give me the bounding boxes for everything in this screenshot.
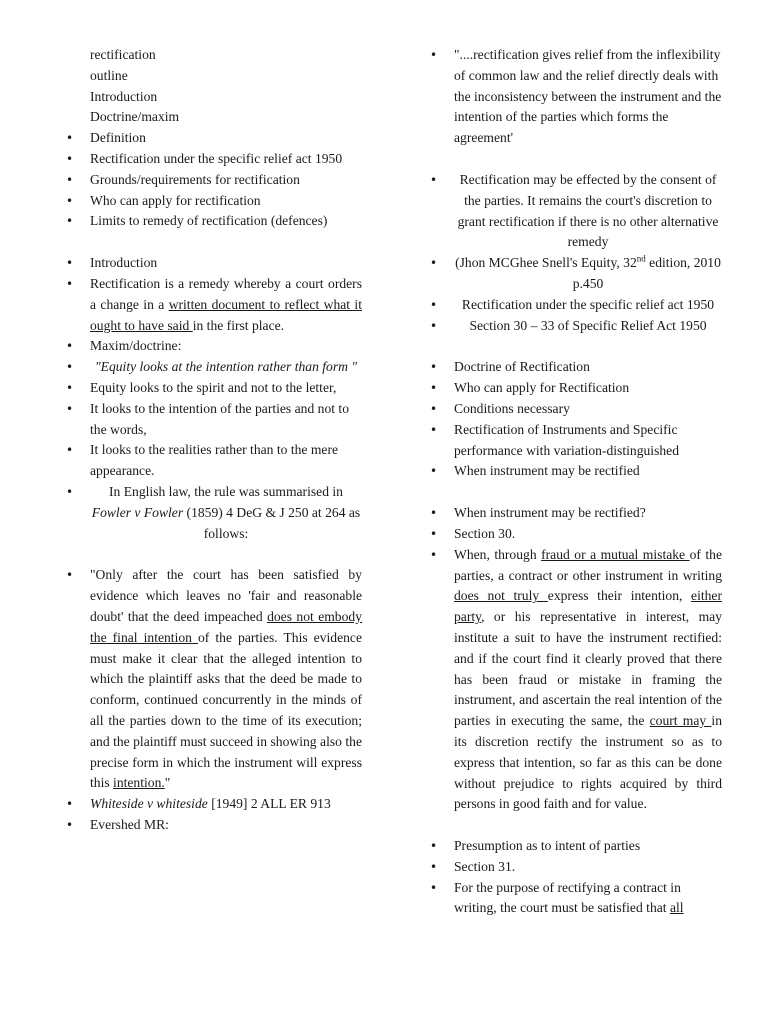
outline-line: Doctrine/maxim (90, 109, 180, 125)
underlined-text: either party (454, 588, 722, 625)
text-run: of the parties, a contract or other instrument in writing (454, 546, 722, 583)
text-run: (1859) 4 DeG & J 250 at 264 as follows: (183, 504, 361, 541)
list-item: • Who can apply for Rectification (428, 378, 722, 399)
text-run: of the parties. This evidence must make it clear that the alleged intention to which the plaintiff asks that the deed be made to conform, continued concurrently in the minds of all the parties down to the time of its execution; and the plaintiff must succeed in showing also the precise form in which the instrument will express this (90, 629, 362, 791)
outline-list (64, 45, 362, 232)
english-law-item (64, 482, 362, 544)
list-item: • Section 31. (428, 857, 722, 878)
text-run: express their intention, (547, 588, 692, 604)
maxim-quote: • "Equity looks at the intention rather than form " (64, 357, 362, 378)
sections-item: • Section 30 – 33 of Specific Relief Act 1950 (428, 316, 722, 337)
list-item: • Rectification under the specific relief act 1950 (64, 149, 362, 170)
list-item: • Definition (64, 128, 362, 149)
case-name: Whiteside v whiteside (90, 796, 208, 812)
text-run: Rectification is a remedy whereby a court orders a change in a (90, 275, 362, 312)
spacer (64, 232, 362, 253)
outline-line: Introduction (90, 88, 158, 104)
list-item: • Maxim/doctrine: (64, 336, 362, 357)
spacer (428, 482, 722, 503)
underlined-text: written document to reflect what it ought to have said (90, 296, 362, 333)
underlined-text: fraud or a mutual mistake (541, 546, 690, 562)
consent-item: • Rectification may be effected by the consent of the parties. It remains the court's discretion to grant rectification if there is no other alternative remedy (428, 170, 722, 253)
list-item: • When instrument may be rectified? (428, 503, 722, 524)
quote-list (64, 565, 362, 835)
spacer (428, 336, 722, 357)
remedy-definition (64, 274, 362, 336)
whiteside-item (64, 794, 362, 815)
list-item: • It looks to the realities rather than to the mere appearance. (64, 440, 362, 482)
text-run: (Jhon MCGhee Snell's Equity, 32 (455, 255, 637, 271)
text-run: , or his representative in interest, may institute a suit to have the instrument rectified: and if the court find it clearly proved that there has been fraud or mistake in framing the instrument, and ascertain the real intention of the parties in executing the same, the (454, 609, 722, 729)
section31-text (428, 878, 722, 920)
underlined-text: intention. (113, 775, 165, 791)
introduction-list (64, 253, 362, 544)
list-item: • Presumption as to intent of parties (428, 836, 722, 857)
text-run: edition, 2010 p.450 (572, 255, 721, 291)
spacer (428, 149, 722, 170)
text-run: In English law, the rule was summarised in (109, 483, 343, 499)
list-item: • Evershed MR: (64, 815, 362, 836)
section30-text (428, 545, 722, 815)
text-run: in its discretion rectify the instrument so as to express that intention, so far as this can be done without prejudice to rights acquired by third persons in good faith and for value. (454, 713, 722, 812)
spacer (64, 544, 362, 565)
relief-list (428, 45, 722, 149)
sra-heading: • Rectification under the specific relief act 1950 (428, 295, 722, 316)
outline-line: outline (90, 67, 128, 83)
underlined-text: court may (649, 713, 712, 729)
list-item: • Doctrine of Rectification (428, 357, 722, 378)
text-run: [1949] 2 ALL ER 913 (207, 796, 331, 812)
superscript: nd (636, 253, 646, 264)
list-item: • When instrument may be rectified (428, 461, 722, 482)
underlined-text: all (669, 900, 684, 916)
fowler-quote (64, 565, 362, 794)
underlined-text: does not embody the final intention (90, 608, 362, 645)
list-item: • Limits to remedy of rectification (defences) (64, 211, 362, 232)
spacer (428, 815, 722, 836)
right-column (428, 45, 722, 919)
consent-list (428, 170, 722, 336)
list-item: • Conditions necessary (428, 399, 722, 420)
list-item: • Equity looks to the spirit and not to the letter, (64, 378, 362, 399)
section30-list (428, 503, 722, 815)
list-item: • Rectification of Instruments and Specific performance with variation-distinguished (428, 420, 722, 462)
text-run: For the purpose of rectifying a contract in writing, the court must be satisfied that (454, 879, 681, 916)
list-item: • Introduction (64, 253, 362, 274)
list-item: • Grounds/requirements for rectification (64, 170, 362, 191)
snell-citation (428, 253, 722, 295)
text-run: " (164, 775, 171, 791)
case-name: Fowler v Fowler (91, 504, 184, 520)
text-run: "Only after the court has been satisfied by evidence which leaves no 'fair and reasonable doubt' that the deed impeached (90, 567, 362, 624)
underlined-text: does not truly (454, 588, 548, 604)
text-run: in the first place. (192, 317, 285, 333)
section31-list (428, 836, 722, 919)
list-item: • Section 30. (428, 524, 722, 545)
text-run: When, through (454, 546, 542, 562)
outline-line: rectification (90, 47, 156, 62)
relief-quote: • "....rectification gives relief from the inflexibility of common law and the relief directly deals with the inconsistency between the instrument and the intention of the parties which forms the agreement' (428, 45, 722, 149)
list-item: • Who can apply for rectification (64, 191, 362, 212)
list-item: • It looks to the intention of the parties and not to the words, (64, 399, 362, 441)
topics-list (428, 357, 722, 482)
left-column (64, 45, 362, 836)
